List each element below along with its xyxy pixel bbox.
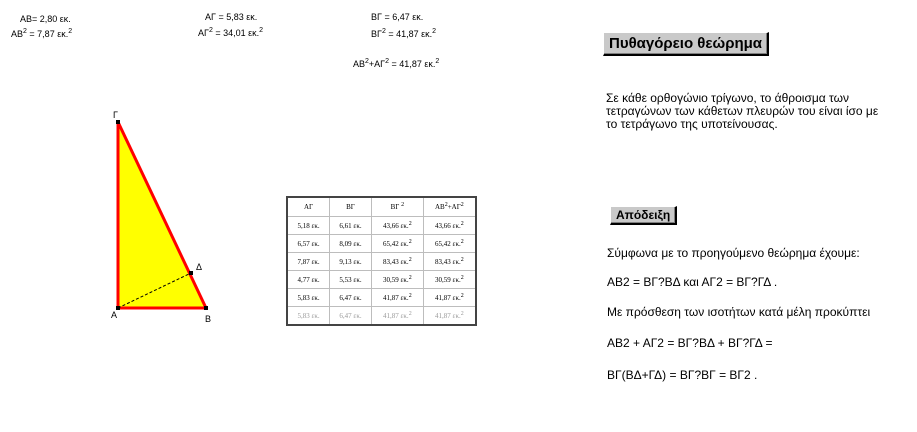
table-cell: 43,66 εκ.$^2$ xyxy=(423,217,476,235)
table-row-current xyxy=(287,307,476,326)
vertex-label-d: Δ xyxy=(196,262,203,272)
proof-line-1: Σύμφωνα με το προηγούμενο θεώρημα έχουμε: xyxy=(607,246,860,260)
table-cell: 6,57 εκ. xyxy=(287,235,330,253)
table-cell: 30,59 εκ.$^2$ xyxy=(423,271,476,289)
column-header-bg: ΒΓ xyxy=(330,197,372,217)
table-cell: 41,87 εκ.$^2$ xyxy=(371,307,423,326)
table-cell: 6,61 εκ. xyxy=(330,217,372,235)
vertex-label-a: Α xyxy=(111,310,118,320)
column-header-ag: ΑΓ xyxy=(287,197,330,217)
table-cell: 83,43 εκ.$^2$ xyxy=(423,253,476,271)
table-row xyxy=(287,253,476,271)
proof-line-3: Με πρόσθεση των ισοτήτων κατά μέλη προκύπτει xyxy=(607,305,871,319)
table-row xyxy=(287,235,476,253)
measurement-sum-squares: $AB^2+A\Gamma^2 = 41,87$ εκ.$^2$ xyxy=(353,58,440,69)
measurement-ab-squared: $AB^2 = 7,87$ εκ.$^2$ xyxy=(11,28,73,39)
table-cell: 41,87 εκ.$^2$ xyxy=(371,289,423,307)
table-cell: 7,87 εκ. xyxy=(287,253,330,271)
table-cell: 9,13 εκ. xyxy=(330,253,372,271)
table-cell: 65,42 εκ.$^2$ xyxy=(371,235,423,253)
table-cell: 8,09 εκ. xyxy=(330,235,372,253)
table-header-row xyxy=(287,197,476,217)
vertex-b-point[interactable] xyxy=(204,306,208,310)
table-cell: 5,83 εκ. xyxy=(287,307,330,326)
measurement-ag-squared: $A\Gamma^2 = 34,01$ εκ.$^2$ xyxy=(198,27,264,38)
vertex-g-point[interactable] xyxy=(116,120,120,124)
theorem-title-button[interactable]: Πυθαγόρειο θεώρημα xyxy=(603,32,769,56)
right-triangle-figure xyxy=(100,100,230,330)
column-header-sum-squares: $AB^2+A\Gamma^2$ xyxy=(423,197,476,217)
table-cell: 6,47 εκ. xyxy=(330,307,372,326)
table-cell: 43,66 εκ.$^2$ xyxy=(371,217,423,235)
table-row xyxy=(287,271,476,289)
table-cell: 6,47 εκ. xyxy=(330,289,372,307)
table-row xyxy=(287,217,476,235)
vertex-label-g: Γ xyxy=(113,110,118,120)
table-cell: 5,18 εκ. xyxy=(287,217,330,235)
table-cell: 41,87 εκ.$^2$ xyxy=(423,307,476,326)
vertex-label-b: Β xyxy=(205,314,212,324)
measurement-ab: AB= 2,80 εκ. xyxy=(20,14,71,24)
theorem-text xyxy=(606,92,878,131)
proof-line-4: ΑΒ2 + ΑΓ2 = ΒΓ?ΒΔ + ΒΓ?ΓΔ = xyxy=(607,336,773,350)
proof-line-5: ΒΓ(ΒΔ+ΓΔ) = ΒΓ?ΒΓ = ΒΓ2 . xyxy=(607,368,758,382)
theorem-text-line: τετραγώνων των κάθετων πλευρών του είναι ίσο με xyxy=(606,104,879,118)
table-cell: 83,43 εκ.$^2$ xyxy=(371,253,423,271)
table-cell: 65,42 εκ.$^2$ xyxy=(423,235,476,253)
theorem-text-line: το τετράγωνο της υποτείνουσας. xyxy=(606,117,778,131)
measurement-bg-squared: $B\Gamma^2 = 41,87$ εκ.$^2$ xyxy=(371,28,437,39)
measurement-ag: ΑΓ = 5,83 εκ. xyxy=(205,12,258,22)
measurement-bg: ΒΓ = 6,47 εκ. xyxy=(371,12,424,22)
table-cell: 41,87 εκ.$^2$ xyxy=(423,289,476,307)
proof-button[interactable]: Απόδειξη xyxy=(610,206,677,225)
theorem-text-line: Σε κάθε ορθογώνιο τρίγωνο, το άθροισμα των xyxy=(606,91,849,105)
column-header-bg-squared: ΒΓ $^2$ xyxy=(371,197,423,217)
table-cell: 4,77 εκ. xyxy=(287,271,330,289)
proof-line-2: ΑΒ2 = ΒΓ?ΒΔ και ΑΓ2 = ΒΓ?ΓΔ . xyxy=(607,275,778,289)
measurements-table xyxy=(286,196,477,326)
foot-d-point xyxy=(189,271,193,275)
table-row xyxy=(287,289,476,307)
table-cell: 30,59 εκ.$^2$ xyxy=(371,271,423,289)
table-cell: 5,83 εκ. xyxy=(287,289,330,307)
table-cell: 5,53 εκ. xyxy=(330,271,372,289)
